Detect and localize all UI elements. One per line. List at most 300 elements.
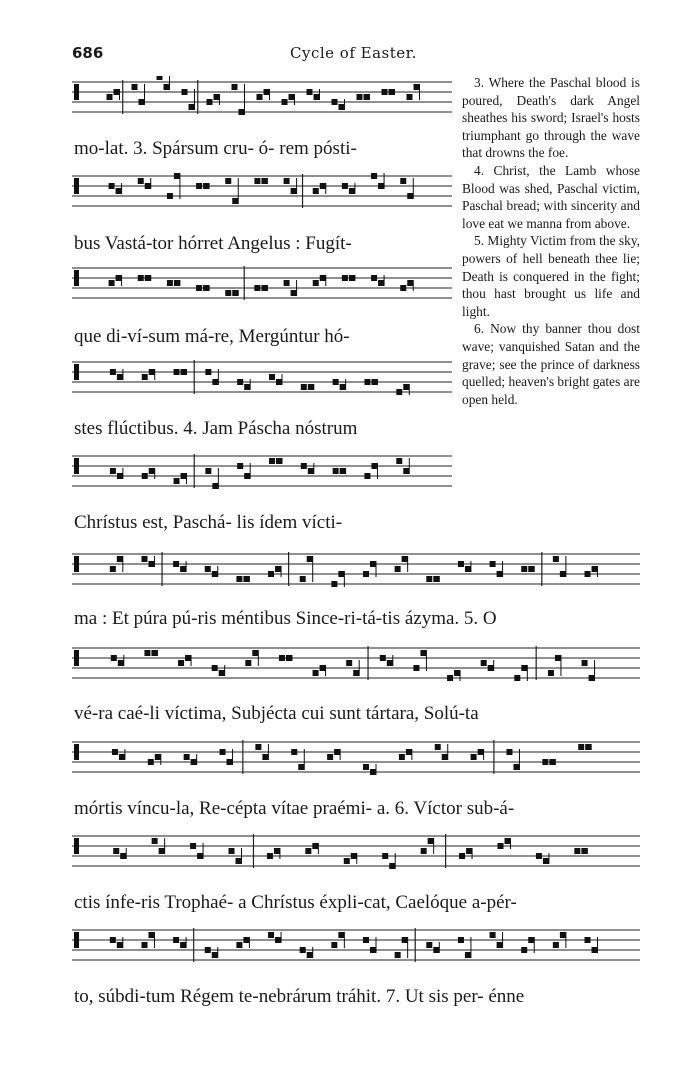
- lyric-line-2: bus Vastá-tor hórret Angelus : Fugít-: [74, 233, 352, 254]
- neume: [212, 952, 218, 958]
- lyric-line-7: vé-ra caé-li víctima, Subjécta cui sunt tártara, Solú-ta: [74, 703, 479, 724]
- neume: [426, 576, 432, 582]
- neume: [301, 384, 307, 390]
- neume: [471, 754, 477, 760]
- neume: [145, 275, 151, 281]
- neume: [212, 665, 218, 671]
- neume: [340, 468, 346, 474]
- lyric-line-9: ctis ínfe-ris Trophaé- a Chrístus éxpli-cat, Caelóque a-pér-: [74, 892, 517, 913]
- neume: [151, 650, 157, 656]
- neume: [245, 660, 251, 666]
- neume: [219, 670, 225, 676]
- neume: [312, 843, 318, 849]
- neume: [232, 84, 238, 90]
- neume: [555, 655, 561, 661]
- neume: [332, 99, 338, 105]
- neume: [269, 458, 275, 464]
- neume: [139, 99, 145, 105]
- neume: [585, 744, 591, 750]
- neume: [320, 183, 326, 189]
- neume: [458, 937, 464, 943]
- neume: [173, 937, 179, 943]
- neume: [142, 473, 148, 479]
- neume: [387, 660, 393, 666]
- neume: [239, 109, 245, 115]
- neume: [407, 94, 413, 100]
- neume: [173, 561, 179, 567]
- neume: [458, 561, 464, 567]
- neume: [313, 280, 319, 286]
- neume: [111, 655, 117, 661]
- music-staff-3: [72, 262, 452, 314]
- staff-svg: [72, 548, 640, 600]
- neume: [395, 952, 401, 958]
- neume: [144, 650, 150, 656]
- neume: [174, 478, 180, 484]
- neume: [119, 754, 125, 760]
- neume: [197, 853, 203, 859]
- neume: [585, 937, 591, 943]
- neume: [275, 937, 281, 943]
- neume: [167, 280, 173, 286]
- neume: [268, 571, 274, 577]
- neume: [407, 280, 413, 286]
- clef: [74, 270, 79, 286]
- neume: [389, 863, 395, 869]
- staff-svg: [72, 262, 452, 314]
- neume: [203, 183, 209, 189]
- neume: [380, 655, 386, 661]
- neume: [490, 561, 496, 567]
- translation-verse-3: 3. Where the Paschal blood is poured, Death's dark Angel sheathes his sword; Israel's hosts triumphant go through the wave that drowns the foe.: [462, 75, 640, 161]
- neume: [466, 848, 472, 854]
- neume: [407, 193, 413, 199]
- neume: [313, 670, 319, 676]
- neume: [553, 942, 559, 948]
- neume: [264, 89, 270, 95]
- clef: [74, 650, 79, 666]
- neume: [331, 581, 337, 587]
- clef: [74, 178, 79, 194]
- neume: [333, 379, 339, 385]
- staff-svg: [72, 170, 452, 222]
- neume: [167, 193, 173, 199]
- neume: [344, 858, 350, 864]
- neume: [528, 566, 534, 572]
- neume: [232, 198, 238, 204]
- music-staff-2: [72, 170, 452, 222]
- neume: [116, 188, 122, 194]
- neume: [225, 178, 231, 184]
- neume: [291, 290, 297, 296]
- neume: [212, 571, 218, 577]
- neume: [414, 84, 420, 90]
- neume: [145, 183, 151, 189]
- neume: [254, 178, 260, 184]
- neume: [109, 280, 115, 286]
- neume: [357, 94, 363, 100]
- neume: [164, 84, 170, 90]
- neume: [276, 458, 282, 464]
- neume: [261, 178, 267, 184]
- neume: [180, 566, 186, 572]
- neume: [363, 571, 369, 577]
- neume: [149, 468, 155, 474]
- neume: [110, 566, 116, 572]
- neume: [237, 379, 243, 385]
- neume: [149, 369, 155, 375]
- neume: [403, 468, 409, 474]
- staff-svg: [72, 830, 640, 882]
- clef: [74, 744, 79, 760]
- english-translation: [462, 74, 640, 408]
- neume: [207, 99, 213, 105]
- neume: [400, 178, 406, 184]
- neume: [399, 754, 405, 760]
- neume: [141, 556, 147, 562]
- clef: [74, 364, 79, 380]
- neume: [282, 99, 288, 105]
- neume: [107, 94, 113, 100]
- neume: [191, 759, 197, 765]
- neume: [339, 104, 345, 110]
- neume: [182, 89, 188, 95]
- neume: [585, 571, 591, 577]
- neume: [110, 937, 116, 943]
- neume: [521, 566, 527, 572]
- neume: [498, 843, 504, 849]
- neume: [279, 655, 285, 661]
- neume: [300, 576, 306, 582]
- neume: [141, 942, 147, 948]
- neume: [301, 463, 307, 469]
- neume: [465, 566, 471, 572]
- neume: [236, 576, 242, 582]
- neume: [284, 280, 290, 286]
- neume: [428, 838, 434, 844]
- neume: [521, 665, 527, 671]
- neume: [307, 952, 313, 958]
- neume: [190, 843, 196, 849]
- neume: [542, 759, 548, 765]
- neume: [481, 660, 487, 666]
- lyric-line-3: que di-ví-sum má-re, Mergúntur hó-: [74, 326, 350, 347]
- neume: [268, 932, 274, 938]
- neume: [389, 89, 395, 95]
- neume: [286, 655, 292, 661]
- neume: [442, 754, 448, 760]
- neume: [351, 853, 357, 859]
- clef: [74, 458, 79, 474]
- neume: [267, 853, 273, 859]
- neume: [205, 369, 211, 375]
- neume: [382, 89, 388, 95]
- neume: [305, 848, 311, 854]
- neume: [370, 769, 376, 775]
- neume: [331, 942, 337, 948]
- neume: [159, 848, 165, 854]
- staff-svg: [72, 450, 452, 502]
- neume: [506, 749, 512, 755]
- neume: [378, 280, 384, 286]
- neume: [276, 379, 282, 385]
- clef: [74, 556, 79, 572]
- neume: [364, 379, 370, 385]
- lyric-line-1: mo-lat. 3. Spársum cru- ó- rem pósti-: [74, 138, 357, 159]
- neume: [333, 468, 339, 474]
- clef: [74, 838, 79, 854]
- neume: [300, 947, 306, 953]
- neume: [370, 561, 376, 567]
- neume: [225, 290, 231, 296]
- neume: [521, 947, 527, 953]
- neume: [589, 675, 595, 681]
- neume: [244, 384, 250, 390]
- neume: [378, 183, 384, 189]
- neume: [261, 285, 267, 291]
- neume: [342, 183, 348, 189]
- neume: [402, 556, 408, 562]
- neume: [184, 754, 190, 760]
- neume: [454, 670, 460, 676]
- neume: [549, 759, 555, 765]
- neume: [308, 468, 314, 474]
- neume: [402, 937, 408, 943]
- neume: [363, 764, 369, 770]
- neume: [353, 670, 359, 676]
- neume: [148, 561, 154, 567]
- neume: [155, 754, 161, 760]
- neume: [560, 571, 566, 577]
- neume: [291, 749, 297, 755]
- clef: [74, 932, 79, 948]
- staff-svg: [72, 642, 640, 694]
- neume: [320, 275, 326, 281]
- staff-svg: [72, 736, 640, 788]
- neume: [117, 942, 123, 948]
- neume: [553, 556, 559, 562]
- neume: [400, 285, 406, 291]
- neume: [212, 379, 218, 385]
- neume: [320, 665, 326, 671]
- neume: [536, 853, 542, 859]
- neume: [574, 848, 580, 854]
- neume: [284, 178, 290, 184]
- neume: [327, 754, 333, 760]
- music-staff-8: [72, 736, 640, 788]
- neume: [174, 369, 180, 375]
- neume: [205, 566, 211, 572]
- neume: [257, 94, 263, 100]
- neume: [514, 675, 520, 681]
- neume: [582, 660, 588, 666]
- neume: [203, 285, 209, 291]
- neume: [403, 384, 409, 390]
- neume: [178, 660, 184, 666]
- neume: [346, 660, 352, 666]
- neume: [592, 947, 598, 953]
- neume: [185, 655, 191, 661]
- clef: [74, 84, 79, 100]
- neume: [117, 374, 123, 380]
- neume: [275, 566, 281, 572]
- neume: [396, 389, 402, 395]
- staff-svg: [72, 356, 452, 408]
- neume: [371, 275, 377, 281]
- lyric-line-8: mórtis víncu-la, Re-cépta vítae praémi- a. 6. Víctor sub-á-: [74, 798, 515, 819]
- neume: [214, 94, 220, 100]
- lyric-line-10: to, súbdi-tum Régem te-nebrárum tráhit. 7. Ut sis per- énne: [74, 986, 525, 1007]
- staff-svg: [72, 924, 640, 976]
- neume: [138, 275, 144, 281]
- neume: [338, 571, 344, 577]
- neume: [148, 759, 154, 765]
- neume: [110, 468, 116, 474]
- neume: [180, 942, 186, 948]
- neume: [229, 848, 235, 854]
- neume: [116, 275, 122, 281]
- neume: [497, 942, 503, 948]
- neume: [313, 188, 319, 194]
- neume: [148, 932, 154, 938]
- neume: [592, 566, 598, 572]
- neume: [505, 838, 511, 844]
- page-header: [72, 44, 642, 68]
- neume: [513, 764, 519, 770]
- neume: [237, 463, 243, 469]
- neume: [395, 566, 401, 572]
- music-staff-9: [72, 830, 640, 882]
- neume: [548, 670, 554, 676]
- neume: [181, 369, 187, 375]
- neume: [435, 744, 441, 750]
- music-staff-1: [72, 76, 452, 128]
- neume: [560, 932, 566, 938]
- neume: [269, 374, 275, 380]
- neume: [420, 650, 426, 656]
- neume: [243, 937, 249, 943]
- neume: [308, 384, 314, 390]
- neume: [298, 764, 304, 770]
- neume: [254, 285, 260, 291]
- lyric-line-5: Chrístus est, Paschá- lis ídem vícti-: [74, 512, 343, 533]
- neume: [478, 749, 484, 755]
- neume: [307, 556, 313, 562]
- neume: [488, 665, 494, 671]
- neume: [262, 754, 268, 760]
- translation-verse-5: 5. Mighty Victim from the sky, powers of hell beneath thee lie; Death is conquered in the fight; thou hast brought us life and light.: [462, 233, 640, 319]
- neume: [244, 473, 250, 479]
- neume: [578, 744, 584, 750]
- neume: [543, 858, 549, 864]
- neume: [152, 838, 158, 844]
- music-staff-4: [72, 356, 452, 408]
- neume: [581, 848, 587, 854]
- neume: [342, 275, 348, 281]
- neume: [236, 942, 242, 948]
- neume: [371, 173, 377, 179]
- neume: [232, 290, 238, 296]
- page-title: Cycle of Easter.: [290, 44, 417, 62]
- neume: [421, 848, 427, 854]
- neume: [274, 848, 280, 854]
- neume: [363, 937, 369, 943]
- neume: [109, 183, 115, 189]
- neume: [114, 89, 120, 95]
- neume: [490, 932, 496, 938]
- neume: [112, 749, 118, 755]
- neume: [227, 759, 233, 765]
- neume: [413, 665, 419, 671]
- neume: [174, 173, 180, 179]
- neume: [117, 556, 123, 562]
- neume: [289, 94, 295, 100]
- neume: [459, 853, 465, 859]
- neume: [120, 853, 126, 859]
- neume: [132, 84, 138, 90]
- neume: [157, 76, 163, 80]
- neume: [220, 749, 226, 755]
- neume: [212, 483, 218, 489]
- neume: [174, 280, 180, 286]
- neume: [196, 285, 202, 291]
- neume: [252, 650, 258, 656]
- music-staff-5: [72, 450, 452, 502]
- neume: [196, 183, 202, 189]
- neume: [426, 942, 432, 948]
- neume: [465, 952, 471, 958]
- neume: [314, 94, 320, 100]
- neume: [371, 379, 377, 385]
- page-number: 686: [72, 44, 104, 62]
- neume: [338, 932, 344, 938]
- neume: [396, 458, 402, 464]
- neume: [349, 188, 355, 194]
- neume: [433, 947, 439, 953]
- music-staff-6: [72, 548, 640, 600]
- neume: [118, 660, 124, 666]
- neume: [447, 675, 453, 681]
- neume: [142, 374, 148, 380]
- neume: [236, 858, 242, 864]
- neume: [189, 104, 195, 110]
- neume: [334, 749, 340, 755]
- neume: [340, 384, 346, 390]
- neume: [117, 473, 123, 479]
- neume: [364, 94, 370, 100]
- neume: [307, 89, 313, 95]
- neume: [110, 369, 116, 375]
- neume: [406, 749, 412, 755]
- neume: [255, 744, 261, 750]
- neume: [181, 473, 187, 479]
- neume: [113, 848, 119, 854]
- lyric-line-6: ma : Et púra pú-ris méntibus Since-ri-tá-tis ázyma. 5. O: [74, 608, 497, 629]
- neume: [371, 463, 377, 469]
- neume: [349, 275, 355, 281]
- neume: [138, 178, 144, 184]
- neume: [291, 188, 297, 194]
- music-staff-7: [72, 642, 640, 694]
- neume: [370, 947, 376, 953]
- neume: [205, 947, 211, 953]
- neume: [205, 468, 211, 474]
- translation-verse-4: 4. Christ, the Lamb whose Blood was shed, Paschal victim, Paschal bread; with sincerity and love eat we manna from above.: [462, 162, 640, 231]
- neume: [243, 576, 249, 582]
- lyric-line-4: stes flúctibus. 4. Jam Páscha nóstrum: [74, 418, 358, 439]
- music-staff-10: [72, 924, 640, 976]
- translation-verse-6: 6. Now thy banner thou dost wave; vanquished Satan and the grave; see the prince of darkness quelled; heaven's bright gates are open held.: [462, 321, 640, 407]
